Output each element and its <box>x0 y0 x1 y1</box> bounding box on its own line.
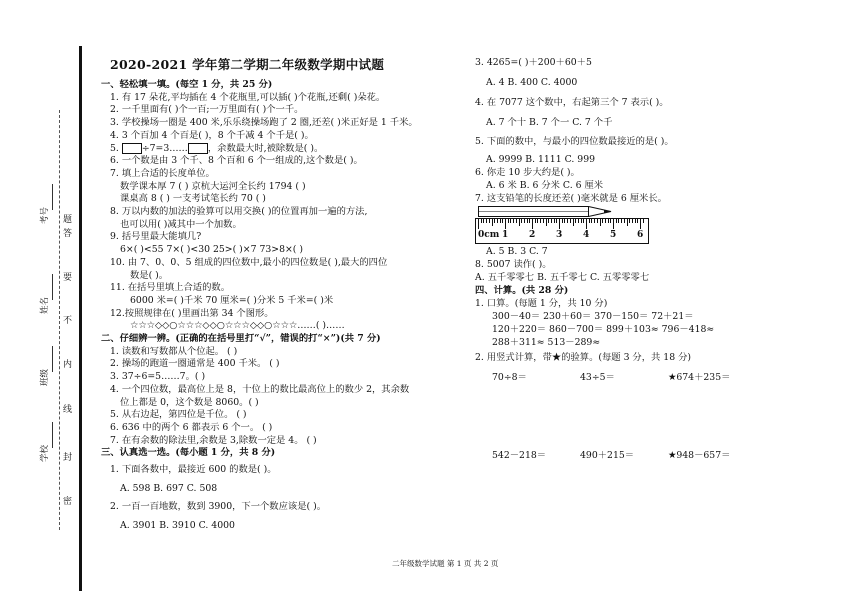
question-3-5-options: A. 9999 B. 1111 C. 999 <box>486 154 596 165</box>
ruler-tick <box>643 219 644 223</box>
question-3-3: 3. 4265=( )＋200＋60＋5 <box>475 57 592 68</box>
ruler-tick <box>548 219 549 223</box>
ruler-tick <box>500 219 501 223</box>
question-line: 2. 操场的跑道一圈通常是 400 千米。 ( ) <box>110 358 280 370</box>
ruler-tick <box>581 219 582 223</box>
page-footer: 二年级数学试题 第 1 页 共 2 页 <box>392 559 499 568</box>
ruler-tick <box>562 219 563 223</box>
vertical-calc-item: 70÷8＝ <box>492 372 527 383</box>
question-3-8: 8. 5007 读作( )。 <box>475 259 552 270</box>
ruler-tick <box>559 219 560 229</box>
vertical-calc-item: 43÷5＝ <box>580 372 615 383</box>
ruler-tick <box>494 219 495 223</box>
ruler-tick <box>575 219 576 223</box>
vertical-calc-item: 490＋215＝ <box>580 450 635 461</box>
answer-line[interactable] <box>52 274 53 300</box>
ruler-tick <box>627 219 628 226</box>
ruler-tick <box>605 219 606 223</box>
ruler-tick <box>529 219 530 223</box>
ruler-tick <box>508 219 509 223</box>
ruler-label: 2 <box>529 230 536 240</box>
ruler-tick <box>635 219 636 223</box>
page-title: 2020-2021 学年第二学期二年级数学期中试题 <box>110 57 385 72</box>
question-line: 1. 读数和写数都从个位起。 ( ) <box>110 345 238 357</box>
calc-2-heading: 2. 用竖式计算，带★的验算。(每题 3 分，共 18 分) <box>475 352 691 363</box>
vertical-calc-item: ★948－657＝ <box>668 450 731 461</box>
ruler-tick <box>610 219 611 223</box>
seal-character: 密 <box>63 497 73 507</box>
calc-1-row: 120＋220＝ 860－700＝ 899＋103≈ 796－418≈ <box>492 324 715 335</box>
question-line: 6. 一个数是由 3 个千、8 个百和 6 个一组成的,这个数是( )。 <box>110 155 363 167</box>
question-line: 3. 学校操场一圈是 400 米,乐乐绕操场跑了 2 圈,还差( )米正好是 1 千米。 <box>110 117 418 129</box>
answer-line[interactable] <box>52 422 53 448</box>
question-line: 12.按照规律在( )里画出第 34 个图形。 <box>110 307 274 319</box>
ruler-tick <box>546 219 547 226</box>
ruler-tick <box>502 219 503 223</box>
section-4-heading: 四、计算。(共 28 分) <box>475 285 569 296</box>
blank-box <box>122 143 142 154</box>
ruler-tick <box>554 219 555 223</box>
question-line: 数学课本厚 7 ( ) 京杭大运河全长约 1794 ( ) <box>120 180 306 192</box>
blank-box <box>188 143 208 154</box>
ruler-tick <box>591 219 592 223</box>
seal-character: 封 <box>63 453 73 463</box>
question-3-6: 6. 你走 10 步大约是( )。 <box>475 167 580 178</box>
ruler-tick <box>489 219 490 223</box>
question-line: 7. 在有余数的除法里,余数是 3,除数一定是 4。 ( ) <box>110 434 317 446</box>
ruler-tick <box>640 219 641 229</box>
ruler-tick <box>594 219 595 223</box>
section-heading: 三、认真选一选。(每小题 1 分，共 8 分) <box>101 447 276 459</box>
ruler-tick <box>573 219 574 226</box>
seal-character: 题 <box>63 215 73 225</box>
answer-line[interactable] <box>52 184 53 210</box>
question-line: 2. 一百一百地数，数到 3900，下一个数应该是( )。 <box>110 501 326 513</box>
ruler-tick <box>535 219 536 223</box>
question-line: 1. 有 17 朵花,平均插在 4 个花瓶里,可以插( )个花瓶,还剩( )朵花。 <box>110 91 386 103</box>
ruler-tick <box>578 219 579 223</box>
ruler-tick <box>637 219 638 223</box>
ruler-tick <box>527 219 528 223</box>
ruler-tick <box>486 219 487 223</box>
question-3-5: 5. 下面的数中，与最小的四位数最接近的是( )。 <box>475 136 674 147</box>
ruler-tick <box>564 219 565 223</box>
question-line: 11. 在括号里填上合适的数。 <box>110 282 231 294</box>
question-3-6-options: A. 6 米 B. 6 分米 C. 6 厘米 <box>486 180 604 191</box>
ruler-tick <box>589 219 590 223</box>
ruler-label: 5 <box>610 230 617 240</box>
ruler-tick <box>613 219 614 229</box>
question-line: 4. 3 个百加 4 个百是( )，8 个千减 4 个千是( )。 <box>110 129 314 141</box>
question-3-4-options: A. 7 个十 B. 7 个一 C. 7 个千 <box>486 117 613 128</box>
ruler-tick <box>586 219 587 229</box>
question-line: 8. 万以内数的加法的验算可以用交换( )的位置再加一遍的方法, <box>110 206 368 217</box>
question-line: A. 598 B. 697 C. 508 <box>120 482 218 494</box>
calc-1-row: 300－40＝ 230＋60＝ 370－150＝ 72＋21＝ <box>492 311 694 322</box>
ruler-tick <box>597 219 598 223</box>
question-line: 数是( )。 <box>130 269 169 281</box>
ruler-label: 3 <box>556 230 563 240</box>
question-line: 6000 米=( )千米 70 厘米=( )分米 5 千米=( )米 <box>130 294 334 306</box>
calc-1-row: 288＋311≈ 513－289≈ <box>492 337 601 348</box>
question-line: 9. 括号里最大能填几? <box>110 231 202 243</box>
question-3-7: 7. 这支铅笔的长度还差( )毫米就是 6 厘米长。 <box>475 193 667 204</box>
ruler-tick <box>556 219 557 223</box>
question-line: 4. 一个四位数，最高位上是 8，十位上的数比最高位上的数少 2，其余数 <box>110 383 410 395</box>
answer-line[interactable] <box>52 346 53 372</box>
question-3-4: 4. 在 7077 这个数中，右起第三个 7 表示( )。 <box>475 97 669 108</box>
ruler-tick <box>570 219 571 223</box>
question-line: 5. ÷7=3…… ，余数最大时,被除数是( )。 <box>110 142 324 154</box>
ruler-tick <box>540 219 541 223</box>
ruler-tick <box>492 219 493 226</box>
ruler-tick <box>483 219 484 223</box>
question-line: 也可以用( )减其中一个加数。 <box>120 218 242 230</box>
ruler-tick <box>551 219 552 223</box>
ruler-tick <box>478 219 479 229</box>
ruler-tick <box>543 219 544 223</box>
ruler-tick <box>567 219 568 223</box>
ruler-tick <box>524 219 525 223</box>
question-line: 课桌高 8 ( ) 一支考试笔长约 70 ( ) <box>120 193 266 205</box>
ruler-tick <box>481 219 482 223</box>
ruler-tick <box>505 219 506 229</box>
ruler-tick <box>510 219 511 223</box>
question-line: 7. 填上合适的长度单位。 <box>110 167 215 179</box>
student-info-label: 学校 <box>40 444 50 462</box>
question-line: 2. 一千里面有( )个一百;一万里面有( )个一千。 <box>110 104 304 116</box>
ruler-tick <box>521 219 522 223</box>
question-3-7-options: A. 5 B. 3 C. 7 <box>486 246 548 257</box>
ruler-tick <box>519 219 520 226</box>
question-line: 10. 由 7、0、0、5 组成的四位数中,最小的四位数是( ),最大的四位 <box>110 256 388 268</box>
ruler-tick <box>621 219 622 223</box>
ruler-tick <box>532 219 533 229</box>
calc-1-heading: 1. 口算。(每题 1 分，共 10 分) <box>475 298 608 309</box>
seal-character: 要 <box>63 273 73 283</box>
ruler-tick <box>602 219 603 223</box>
question-line: A. 3901 B. 3910 C. 4000 <box>120 520 235 532</box>
seal-character: 内 <box>63 360 73 370</box>
ruler-tick <box>516 219 517 223</box>
question-line: 位上都是 0，这个数是 8060。( ) <box>120 396 259 408</box>
question-line: 5. 从右边起，第四位是千位。 ( ) <box>110 409 247 421</box>
ruler-tick <box>624 219 625 223</box>
seal-character: 不 <box>63 316 73 326</box>
seal-dashed-line <box>59 110 60 530</box>
question-line: ☆☆☆◇◇○☆☆☆◇◇○☆☆☆◇◇○☆☆☆……( )…… <box>130 320 345 332</box>
ruler-tick <box>513 219 514 223</box>
ruler-tick <box>497 219 498 223</box>
section-heading: 一、轻松填一填。(每空 1 分，共 25 分) <box>101 79 273 90</box>
ruler-tick <box>618 219 619 223</box>
ruler-tick <box>616 219 617 223</box>
seal-character: 线 <box>63 405 73 415</box>
ruler-label: 4 <box>583 230 590 240</box>
ruler-tick <box>608 219 609 223</box>
vertical-calc-item: ★674＋235＝ <box>668 372 731 383</box>
question-line: 1. 下面各数中，最接近 600 的数是( )。 <box>110 464 277 475</box>
ruler-tick <box>629 219 630 223</box>
ruler-tick <box>632 219 633 223</box>
pencil-icon <box>478 206 613 217</box>
section-heading: 二、仔细辨一辨。(正确的在括号里打“√”，错误的打“×”)(共 7 分) <box>101 333 381 344</box>
question-line: 3. 37÷6=5……7。( ) <box>110 371 206 383</box>
student-info-label: 班级 <box>40 368 50 386</box>
question-3-3-options: A. 4 B. 400 C. 4000 <box>486 77 578 88</box>
ruler-label: 0cm <box>478 230 500 240</box>
seal-character: 答 <box>63 229 73 239</box>
question-line: 6. 636 中的两个 6 都表示 6 个一。 ( ) <box>110 421 273 433</box>
question-line: 6×( )<55 7×( )<30 25>( )×7 73>8×( ) <box>120 244 304 256</box>
ruler-tick <box>537 219 538 223</box>
ruler-label: 6 <box>637 230 644 240</box>
ruler-tick <box>583 219 584 223</box>
vertical-calc-item: 542－218＝ <box>492 450 547 461</box>
binding-bar <box>79 46 82 591</box>
ruler-label: 1 <box>502 230 509 240</box>
ruler-tick <box>600 219 601 226</box>
ruler <box>475 218 649 244</box>
student-info-label: 考号 <box>40 206 50 224</box>
question-3-8-options: A. 五千零零七 B. 五千零七 C. 五零零零七 <box>475 272 650 283</box>
student-info-label: 姓名 <box>40 296 50 314</box>
